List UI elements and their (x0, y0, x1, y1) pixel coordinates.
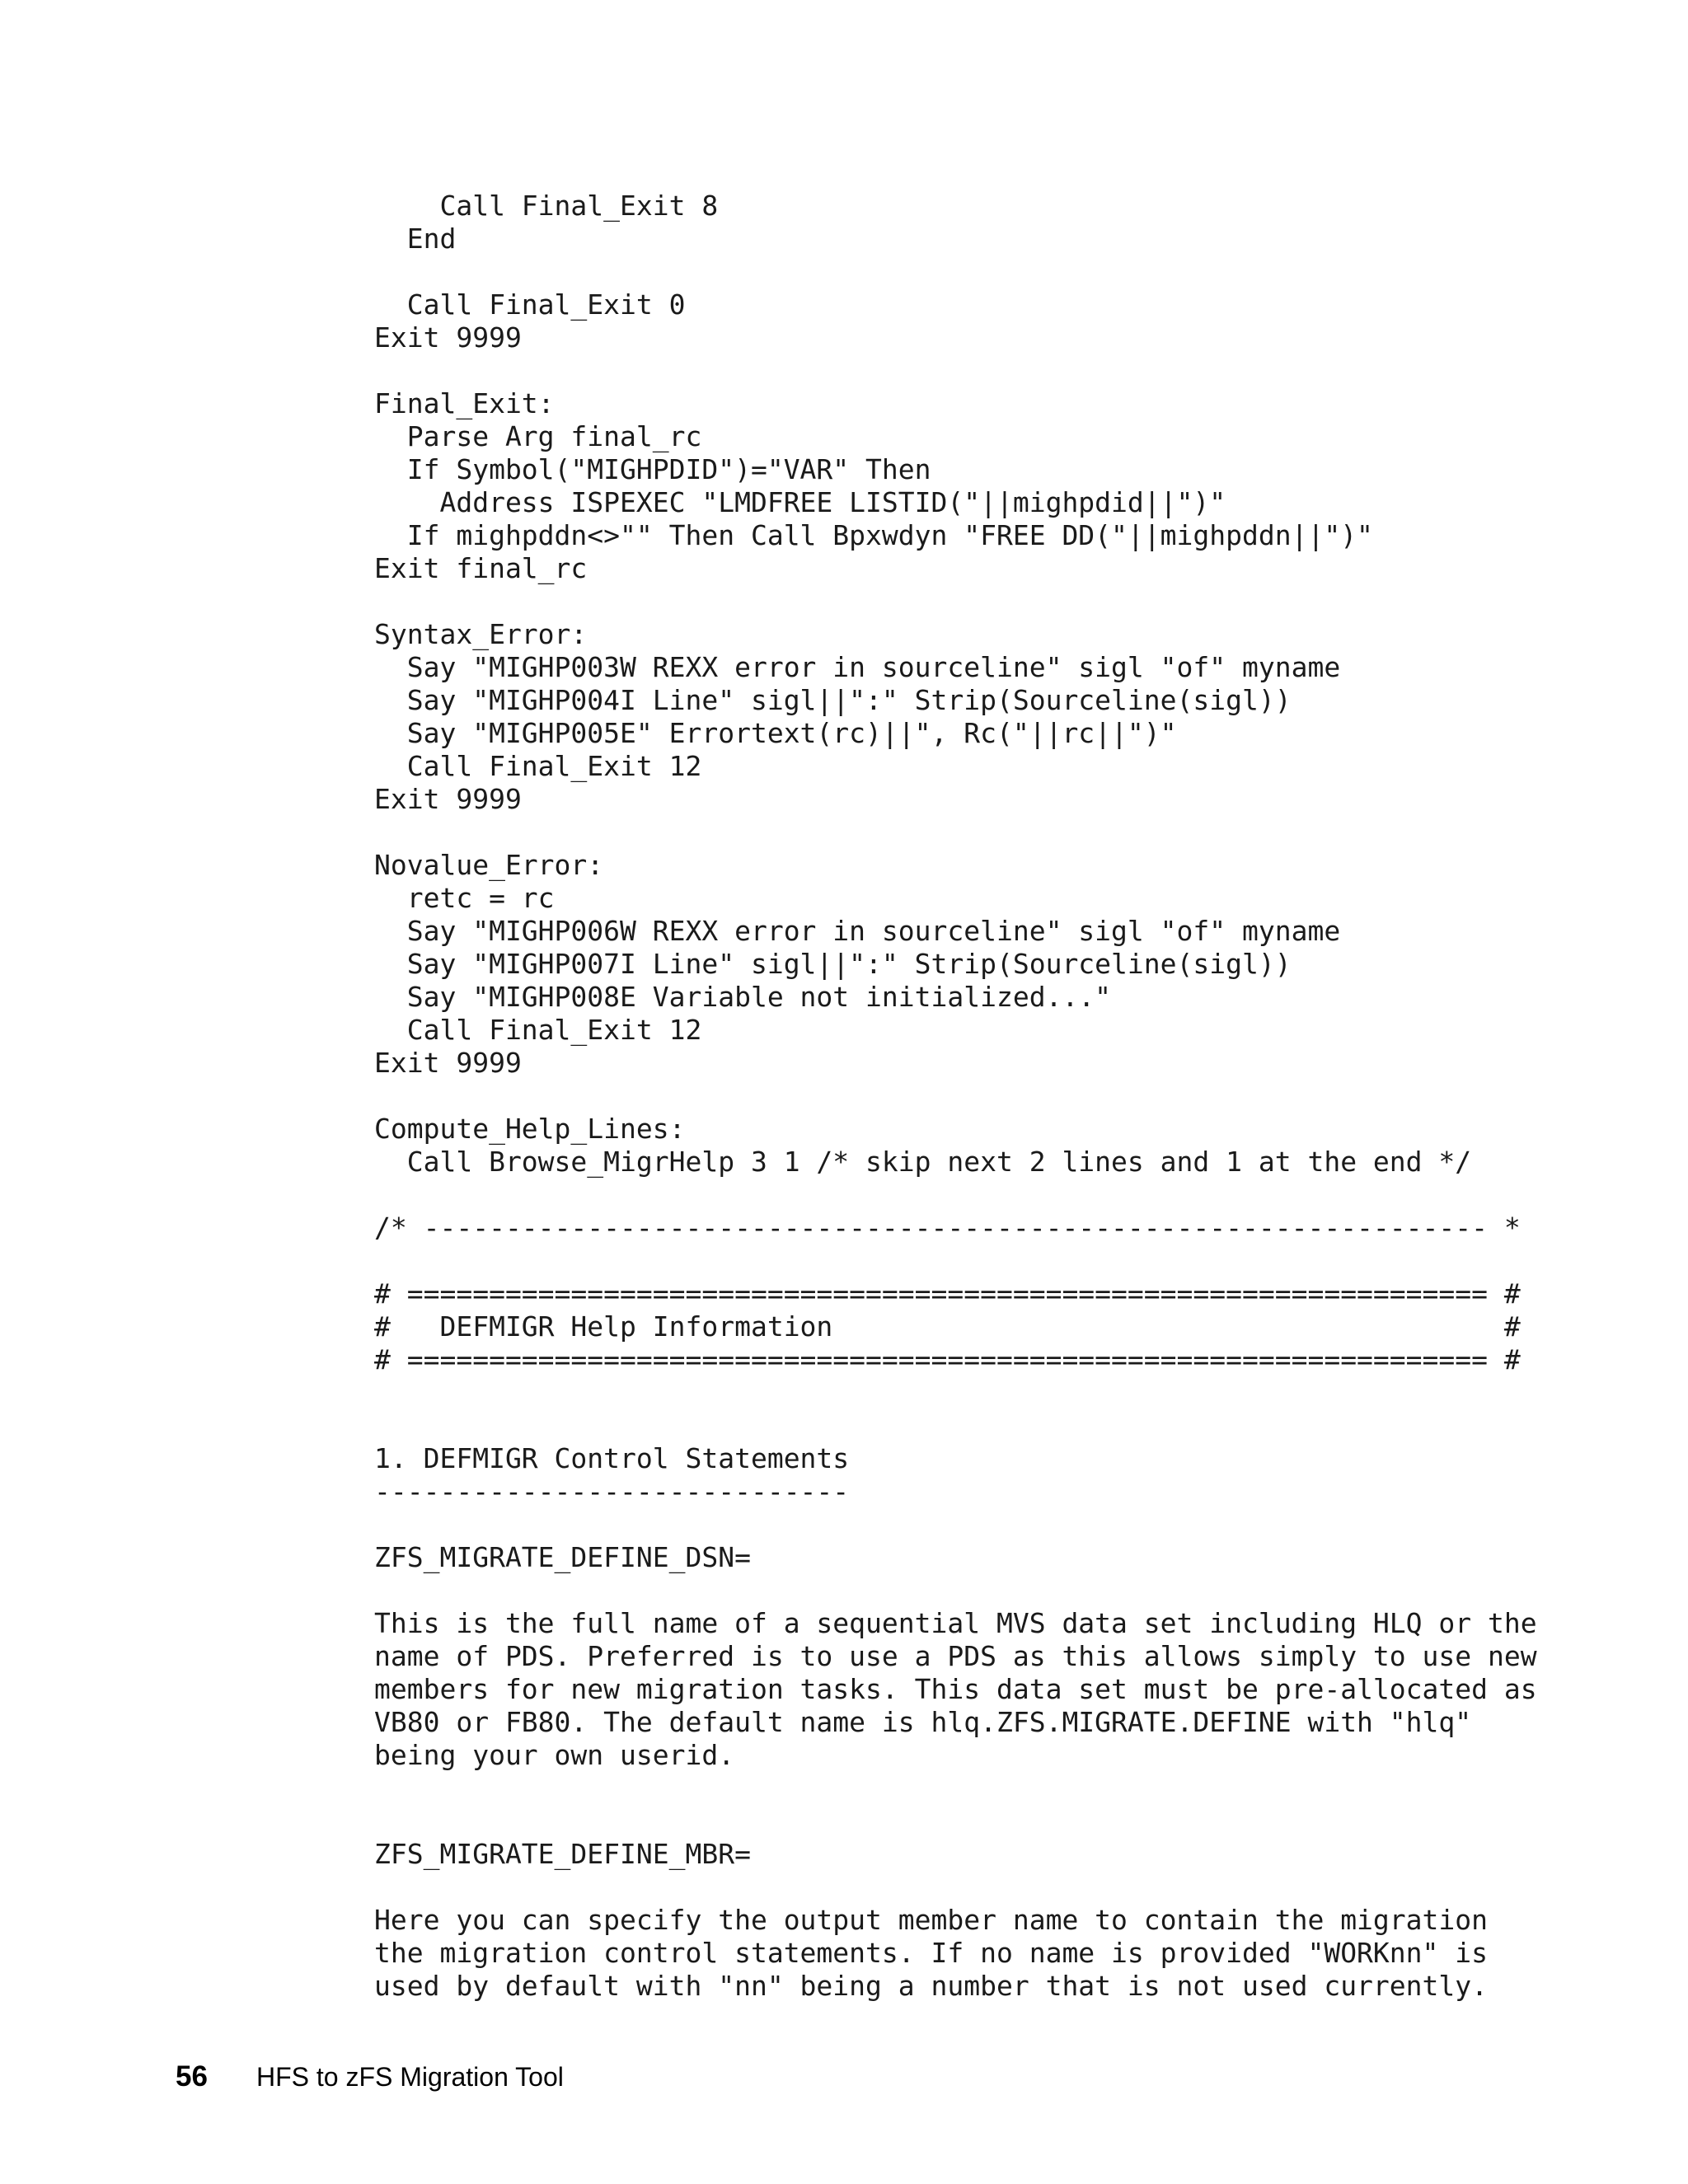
code-line (374, 1871, 1537, 1904)
code-line: /* ----------------------------------------------------------------- * (374, 1212, 1521, 1244)
code-line: Address ISPEXEC "LMDFREE LISTID("||mighpdid||")" (374, 486, 1226, 518)
code-line (374, 1772, 1537, 1805)
code-line: Say "MIGHP006W REXX error in sourceline" sigl "of" myname (374, 915, 1341, 947)
code-line (374, 1574, 1537, 1607)
code-line: Here you can specify the output member name to contain the migration (374, 1904, 1489, 1936)
code-line: Call Final_Exit 0 (374, 288, 686, 321)
code-line: Call Final_Exit 12 (374, 1014, 702, 1046)
code-line: # ================================================================== # (374, 1277, 1521, 1310)
code-line: being your own userid. (374, 1739, 735, 1771)
code-line: Call Browse_MigrHelp 3 1 /* skip next 2 lines and 1 at the end */ (374, 1146, 1472, 1178)
code-line: Novalue_Error: (374, 849, 604, 881)
page-number: 56 (176, 2060, 208, 2093)
code-line: the migration control statements. If no name is provided "WORKnn" is (374, 1937, 1489, 1969)
code-line: If Symbol("MIGHPDID")="VAR" Then (374, 453, 931, 485)
code-line (374, 1376, 1537, 1409)
code-line: Syntax_Error: (374, 618, 588, 650)
code-line: End (374, 223, 457, 255)
code-line (374, 816, 1537, 849)
code-line: ZFS_MIGRATE_DEFINE_MBR= (374, 1838, 751, 1870)
code-line: 1. DEFMIGR Control Statements (374, 1442, 850, 1474)
code-line (374, 255, 1537, 288)
code-line (374, 354, 1537, 387)
code-line (374, 1805, 1537, 1838)
code-line: ZFS_MIGRATE_DEFINE_DSN= (374, 1541, 751, 1573)
code-line: ----------------------------- (374, 1475, 850, 1507)
code-line: Compute_Help_Lines: (374, 1113, 686, 1145)
code-line: Final_Exit: (374, 387, 555, 419)
code-line: members for new migration tasks. This data set must be pre-allocated as (374, 1673, 1537, 1705)
code-listing (374, 190, 1537, 2003)
code-line (374, 1244, 1537, 1277)
code-line (374, 1409, 1537, 1442)
code-line: Exit 9999 (374, 1047, 522, 1079)
code-line: # DEFMIGR Help Information # (374, 1310, 1521, 1343)
code-line: Exit 9999 (374, 783, 522, 815)
book-title: HFS to zFS Migration Tool (256, 2062, 564, 2092)
code-line: name of PDS. Preferred is to use a PDS as this allows simply to use new (374, 1640, 1537, 1672)
code-line: retc = rc (374, 882, 555, 914)
code-line: Call Final_Exit 12 (374, 750, 702, 782)
code-line (374, 1080, 1537, 1113)
code-line: Say "MIGHP004I Line" sigl||":" Strip(Sourceline(sigl)) (374, 684, 1292, 716)
code-line (374, 585, 1537, 618)
code-line: This is the full name of a sequential MVS data set including HLQ or the (374, 1607, 1537, 1639)
code-line (374, 1508, 1537, 1541)
code-line: Say "MIGHP007I Line" sigl||":" Strip(Sourceline(sigl)) (374, 948, 1292, 980)
code-line: If mighpddn<>"" Then Call Bpxwdyn "FREE DD("||mighpddn||")" (374, 519, 1373, 551)
code-line: Parse Arg final_rc (374, 420, 702, 452)
code-line: # ================================================================== # (374, 1343, 1521, 1376)
code-line: Exit 9999 (374, 321, 522, 354)
code-line (374, 1179, 1537, 1212)
code-line: Exit final_rc (374, 552, 588, 584)
code-line: Say "MIGHP005E" Errortext(rc)||", Rc("||rc||")" (374, 717, 1177, 749)
code-line: Say "MIGHP008E Variable not initialized..." (374, 981, 1112, 1013)
code-line: Say "MIGHP003W REXX error in sourceline" sigl "of" myname (374, 651, 1341, 683)
page-footer (176, 2060, 564, 2102)
code-line: Call Final_Exit 8 (374, 190, 719, 222)
code-line: VB80 or FB80. The default name is hlq.ZFS.MIGRATE.DEFINE with "hlq" (374, 1706, 1472, 1738)
code-line: used by default with "nn" being a number that is not used currently. (374, 1970, 1489, 2002)
